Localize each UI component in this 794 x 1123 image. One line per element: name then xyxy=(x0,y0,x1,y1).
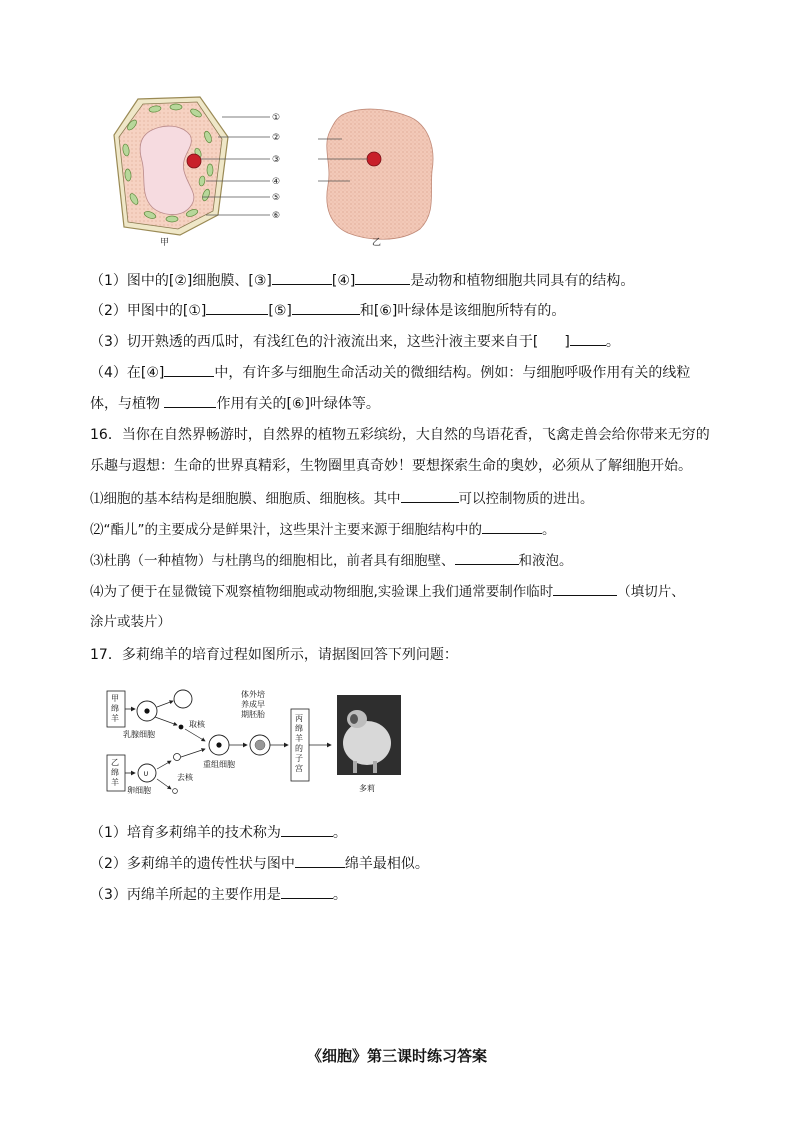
dolly-label: 多莉 xyxy=(359,784,375,793)
sheep-b-label: 乙绵羊 xyxy=(111,758,119,787)
q16-intro2: 乐趣与遐想：生命的世界真精彩，生物圈里真奇妙！要想探索生命的奥妙，必须从了解细胞开始。 xyxy=(90,458,692,474)
blank[interactable] xyxy=(206,300,268,315)
animal-cell xyxy=(327,109,433,239)
q16-s3: ⑶杜鹃（一种植物）与杜鹃鸟的细胞相比，前者具有细胞壁、 和液泡。 xyxy=(90,550,720,571)
blank[interactable] xyxy=(292,300,360,315)
q16-s2: ⑵“酯儿”的主要成分是鲜果汁，这些果汁主要来源于细胞结构中的 。 xyxy=(90,519,720,540)
caption-yi: 乙 xyxy=(372,238,382,248)
q16-s4b: 涂片或装片） xyxy=(90,614,171,630)
recombined-cell-label: 重组细胞 xyxy=(203,760,235,769)
q15-line2: （2）甲图中的[①] [⑤] 和[⑥]叶绿体是该细胞所特有的。 xyxy=(90,300,720,321)
blank[interactable] xyxy=(281,822,333,837)
animal-nucleus xyxy=(367,152,381,166)
blank[interactable] xyxy=(570,331,606,346)
q15-line3: （3）切开熟透的西瓜时，有浅红色的汁液流出来，这些汁液主要来自于[ ] 。 xyxy=(90,331,720,352)
label-4: ④ xyxy=(272,177,281,187)
q17-intro: 17．多莉绵羊的培育过程如图所示，请据图回答下列问题： xyxy=(90,647,458,663)
blank[interactable] xyxy=(401,488,459,503)
label-1: ① xyxy=(272,113,281,123)
blank[interactable] xyxy=(164,362,214,377)
blank[interactable] xyxy=(164,393,216,408)
cell-diagram xyxy=(110,95,450,250)
q16-intro1: 16．当你在自然界畅游时，自然界的植物五彩缤纷，大自然的鸟语花香，飞禽走兽会给你带来无穷的 xyxy=(90,427,710,443)
breast-cell-label: 乳腺细胞 xyxy=(123,730,155,739)
plant-nucleus xyxy=(187,154,201,168)
dolly-cloning-diagram xyxy=(105,685,415,800)
blank[interactable] xyxy=(295,853,345,868)
label-3: ③ xyxy=(272,155,281,165)
blank[interactable] xyxy=(482,519,542,534)
sheep-a-label: 甲绵羊 xyxy=(111,694,119,723)
q16-s4: ⑷为了便于在显微镜下观察植物细胞或动物细胞,实验课上我们通常要制作临时 （填切片、 xyxy=(90,581,720,602)
svg-text:∪: ∪ xyxy=(143,769,149,778)
remove-nucleus-label: 去核 xyxy=(177,773,193,782)
uterus-label: 丙绵羊的子宫 xyxy=(295,714,303,773)
caption-jia: 甲 xyxy=(160,238,170,248)
blank[interactable] xyxy=(455,550,519,565)
blank[interactable] xyxy=(281,884,333,899)
blank[interactable] xyxy=(272,270,332,285)
label-2: ② xyxy=(272,133,281,143)
blank[interactable] xyxy=(355,270,410,285)
label-5: ⑤ xyxy=(272,193,281,203)
q17-a3: （3）丙绵羊所起的主要作用是 。 xyxy=(90,884,720,905)
q15-line5: 体，与植物 作用有关的[⑥]叶绿体等。 xyxy=(90,393,720,414)
blank[interactable] xyxy=(553,581,617,596)
q15-line1: （1）图中的[②]细胞膜、[③] [④] 是动物和植物细胞共同具有的结构。 xyxy=(90,270,720,291)
q16-s1: ⑴细胞的基本结构是细胞膜、细胞质、细胞核。其中 可以控制物质的进出。 xyxy=(90,488,720,509)
embryo-label: 体外培养成早期胚胎 xyxy=(241,690,265,719)
label-6: ⑥ xyxy=(272,211,281,221)
q17-a1: （1）培育多莉绵羊的技术称为 。 xyxy=(90,822,720,843)
answer-section-title: 《细胞》第三课时练习答案 xyxy=(306,1047,487,1065)
q15-line4: （4）在[④] 中，有许多与细胞生命活动关的微细结构。例如：与细胞呼吸作用有关的线粒 xyxy=(90,362,720,383)
egg-cell-label: 卵细胞 xyxy=(127,786,151,795)
q17-a2: （2）多莉绵羊的遗传性状与图中 绵羊最相似。 xyxy=(90,853,720,874)
take-nucleus-label: 取核 xyxy=(189,720,205,729)
